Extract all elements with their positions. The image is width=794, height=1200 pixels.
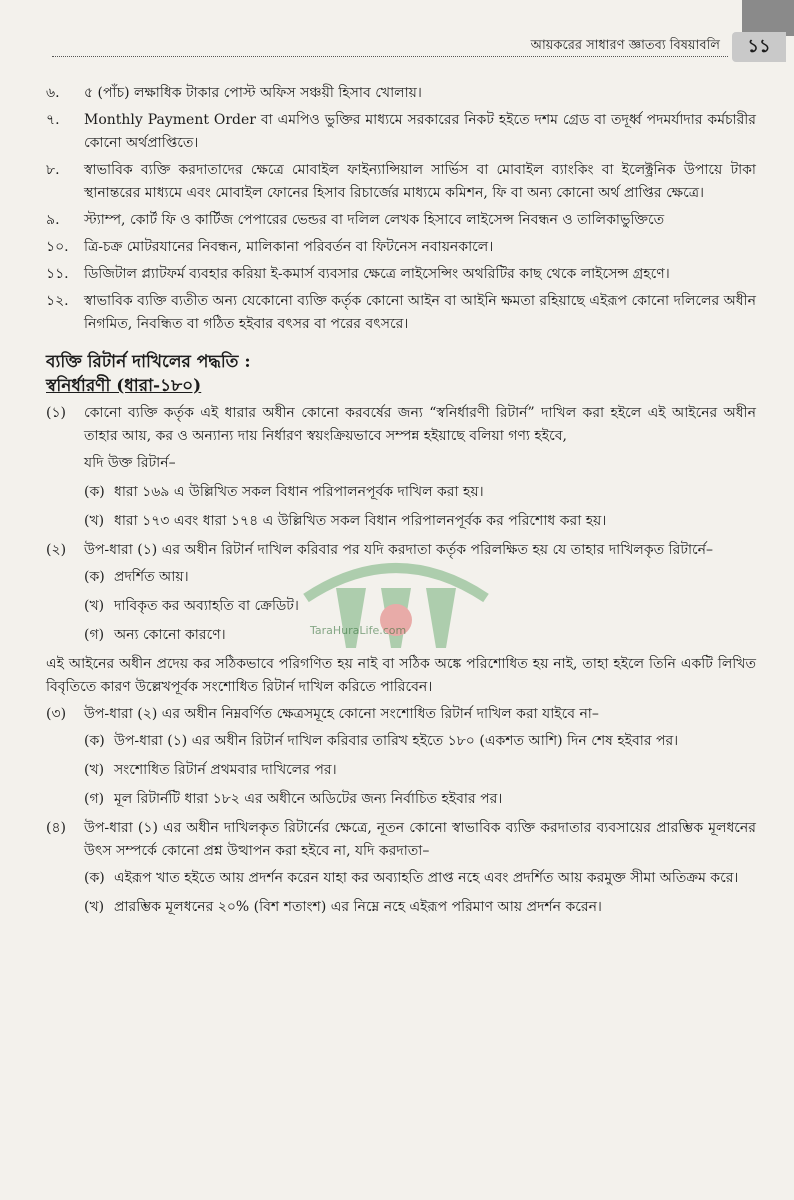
item-number: (ক) (84, 484, 105, 500)
sub-item (84, 566, 756, 589)
item-number: ৬. (46, 85, 60, 101)
sub-item (84, 624, 756, 647)
item-text: এইরূপ খাত হইতে আয় প্রদর্শন করেন যাহা কর অব্যাহতি প্রাপ্ত নহে এবং প্রদর্শিত আয় করমুক্ত সীমা অতিক্রম করে। (114, 870, 739, 886)
item-text: ৫ (পাঁচ) লক্ষাধিক টাকার পোস্ট অফিস সঞ্চয়ী হিসাব খোলায়। (84, 85, 422, 101)
clause-lead: যদি উক্ত রিটার্ন– (84, 455, 176, 471)
clause-number: (৪) (46, 820, 67, 836)
clause-number: (২) (46, 542, 67, 558)
list-item (46, 263, 756, 286)
item-text: ত্রি-চক্র মোটরযানের নিবন্ধন, মালিকানা পরিবর্তন বা ফিটনেস নবায়নকালে। (84, 239, 494, 255)
sub-item (84, 730, 756, 753)
item-number: (ক) (84, 733, 105, 749)
item-number: (গ) (84, 627, 105, 643)
list-item (46, 159, 756, 205)
sub-item (84, 867, 756, 890)
clause-text: উপ-ধারা (১) এর অধীন দাখিলকৃত রিটার্নের ক্ষেত্রে, নূতন কোনো স্বাভাবিক ব্যক্তি করদাতার ব্যবসায়ের প্রারম্ভিক মূলধনের উৎস সম্পর্কে কোনো প্রশ্ন উত্থাপন করা হইবে না, যদি করদাতা– (84, 820, 756, 859)
item-number: (খ) (84, 598, 105, 614)
clause-4 (46, 817, 756, 863)
clause-1 (46, 402, 756, 448)
list-items (46, 82, 756, 336)
sub-item (84, 481, 756, 504)
item-number: ৯. (46, 212, 60, 228)
page-number: ১১ (732, 32, 786, 62)
sub-item (84, 759, 756, 782)
sub-item (84, 510, 756, 533)
item-text: স্বাভাবিক ব্যক্তি করদাতাদের ক্ষেত্রে মোবাইল ফাইন্যান্সিয়াল সার্ভিস বা মোবাইল ব্যাংকিং বা ইলেক্ট্রনিক উপায়ে টাকা স্থানান্তরের মাধ্যমে এবং মোবাইল ফোনের হিসাব রিচার্জের মাধ্যমে কমিশন, ফি বা অন্য কোনো অর্থ প্রাপ্তির ক্ষেত্রে। (84, 162, 756, 201)
running-header: আয়করের সাধারণ জ্ঞাতব্য বিষয়াবলি (52, 36, 728, 57)
clause-number: (১) (46, 405, 67, 421)
item-text: ধারা ১৬৯ এ উল্লিখিত সকল বিধান পরিপালনপূর্বক দাখিল করা হয়। (114, 484, 484, 500)
list-item (46, 209, 756, 232)
sub-item (84, 595, 756, 618)
item-text: মূল রিটার্নটি ধারা ১৮২ এর অধীনে অডিটের জন্য নির্বাচিত হইবার পর। (114, 791, 503, 807)
item-text: ধারা ১৭৩ এবং ধারা ১৭৪ এ উল্লিখিত সকল বিধান পরিপালনপূর্বক কর পরিশোধ করা হয়। (114, 513, 607, 529)
section-subheading: স্বনির্ধারণী (ধারা-১৮০) (46, 376, 202, 396)
clause-text: কোনো ব্যক্তি কর্তৃক এই ধারার অধীন কোনো করবর্ষের জন্য “স্বনির্ধারণী রিটার্ন” দাখিল করা হইলে এই আইনের অধীন তাহার আয়, কর ও অন্যান্য দায় নির্ধারণ স্বয়ংক্রিয়ভাবে সম্পন্ন হইয়াছে বলিয়া গণ্য হইবে, (84, 405, 756, 444)
item-text: স্ট্যাম্প, কোর্ট ফি ও কার্টিজ পেপারের ভেন্ডর বা দলিল লেখক হিসাবে লাইসেন্স নিবন্ধন ও তালিকাভুক্তিতে (84, 212, 665, 228)
list-item (46, 236, 756, 259)
item-number: ৮. (46, 162, 60, 178)
item-number: ৭. (46, 112, 60, 128)
item-number: ১২. (46, 293, 69, 309)
item-number: (খ) (84, 899, 105, 915)
clause-text: উপ-ধারা (২) এর অধীন নিম্নবর্ণিত ক্ষেত্রসমূহে কোনো সংশোধিত রিটার্ন দাখিল করা যাইবে না– (84, 706, 599, 722)
section-heading: ব্যক্তি রিটার্ন দাখিলের পদ্ধতি : (46, 352, 251, 372)
item-text: স্বাভাবিক ব্যক্তি ব্যতীত অন্য যেকোনো ব্যক্তি কর্তৃক কোনো আইন বা আইনি ক্ষমতা রহিয়াছে এইরূপ কোনো দলিলের অধীন নিগমিত, নিবন্ধিত বা গঠিত হইবার বৎসর বা পরের বৎসরে। (84, 293, 756, 332)
item-number: (গ) (84, 791, 105, 807)
sub-item (84, 896, 756, 919)
clause-2 (46, 539, 756, 562)
item-text: সংশোধিত রিটার্ন প্রথমবার দাখিলের পর। (114, 762, 337, 778)
item-number: ১১. (46, 266, 69, 282)
clause-number: (৩) (46, 706, 67, 722)
item-text: দাবিকৃত কর অব্যাহতি বা ক্রেডিট। (114, 598, 299, 614)
page-content (46, 82, 756, 925)
clause-2-continuation: এই আইনের অধীন প্রদেয় কর সঠিকভাবে পরিগণিত হয় নাই বা সঠিক অঙ্কে পরিশোধিত হয় নাই, তাহা হইলে তিনি একটি লিখিত বিবৃতিতে কারণ উল্লেখপূর্বক সংশোধিত রিটার্ন দাখিল করিতে পারিবেন। (46, 656, 756, 695)
item-text: উপ-ধারা (১) এর অধীন রিটার্ন দাখিল করিবার তারিখ হইতে ১৮০ (একশত আশি) দিন শেষ হইবার পর। (114, 733, 679, 749)
list-item (46, 109, 756, 155)
item-number: (খ) (84, 513, 105, 529)
item-text: প্রদর্শিত আয়। (114, 569, 189, 585)
item-number: ১০. (46, 239, 69, 255)
sub-item (84, 788, 756, 811)
item-text: Monthly Payment Order বা এমপিও ভুক্তির মাধ্যমে সরকারের নিকট হইতে দশম গ্রেড বা তদূর্ধ্ব পদমর্যাদার কর্মচারীর কোনো অর্থপ্রাপ্তিতে। (84, 112, 756, 151)
watermark-site: TaraHuraLife.com (310, 624, 407, 637)
page-tab-marker (742, 0, 794, 36)
clause-3 (46, 703, 756, 726)
clause-text: উপ-ধারা (১) এর অধীন রিটার্ন দাখিল করিবার পর যদি করদাতা কর্তৃক পরিলক্ষিত হয় যে তাহার দাখিলকৃত রিটার্নে– (84, 542, 713, 558)
item-number: (ক) (84, 569, 105, 585)
item-text: অন্য কোনো কারণে। (114, 627, 226, 643)
item-text: ডিজিটাল প্ল্যাটফর্ম ব্যবহার করিয়া ই-কমার্স ব্যবসার ক্ষেত্রে লাইসেন্সিং অথরিটির কাছ থেকে লাইসেন্স গ্রহণে। (84, 266, 670, 282)
item-text: প্রারম্ভিক মূলধনের ২০% (বিশ শতাংশ) এর নিম্নে নহে এইরূপ পরিমাণ আয় প্রদর্শন করেন। (114, 899, 602, 915)
list-item (46, 82, 756, 105)
item-number: (ক) (84, 870, 105, 886)
list-item (46, 290, 756, 336)
item-number: (খ) (84, 762, 105, 778)
